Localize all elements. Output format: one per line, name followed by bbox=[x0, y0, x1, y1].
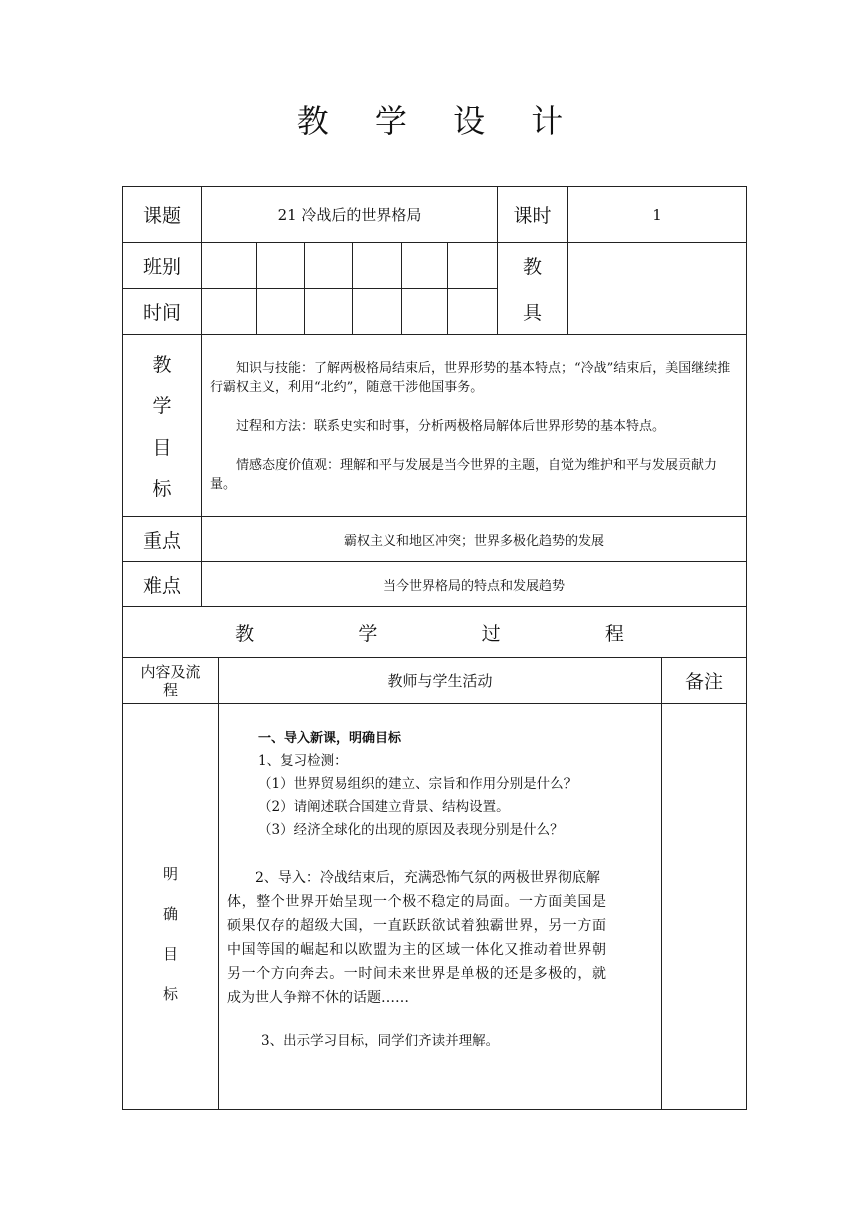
col-flow-header-line-1: 内容及流 bbox=[140, 662, 201, 681]
objectives-label-char-1: 教 bbox=[152, 354, 172, 377]
section1-label-char-2: 确 bbox=[162, 905, 178, 923]
section1-content-cell bbox=[218, 703, 662, 1110]
difficulties-label: 难点 bbox=[142, 574, 181, 597]
intro-line-3: 硕果仅存的超级大国，一直跃跃欲试着独霸世界，另一方面 bbox=[227, 918, 607, 934]
objectives-label-char-3: 目 bbox=[152, 436, 172, 459]
intro-line-4: 中国等国的崛起和以欧盟为主的区域一体化又推动着世界朝 bbox=[227, 942, 607, 958]
time-cell-3 bbox=[304, 288, 353, 335]
intro-line-6: 成为世人争辩不休的话题…… bbox=[227, 990, 409, 1006]
class-cell-4 bbox=[352, 242, 402, 289]
class-label: 班别 bbox=[142, 256, 181, 278]
class-cell-5 bbox=[401, 242, 448, 289]
process-header-char-2: 学 bbox=[358, 622, 378, 645]
learning-goal-line: 3、出示学习目标，同学们齐读并理解。 bbox=[261, 1033, 500, 1049]
key-points-label: 重点 bbox=[142, 529, 181, 552]
time-label-cell bbox=[122, 288, 202, 335]
topic-value-cell bbox=[201, 186, 498, 243]
review-title: 1、复习检测： bbox=[258, 753, 348, 769]
objectives-label-char-4: 标 bbox=[152, 477, 172, 500]
intro-line-5: 另一个方向奔去。一时间未来世界是单极的还是多极的，就 bbox=[227, 966, 607, 982]
col-notes-header bbox=[661, 657, 747, 704]
section1-notes-cell bbox=[661, 703, 747, 1110]
aids-label-char-2: 具 bbox=[522, 301, 542, 324]
class-cell-2 bbox=[256, 242, 305, 289]
time-label: 时间 bbox=[142, 302, 181, 324]
section1-label-cell bbox=[122, 703, 219, 1110]
section1-heading: 一、导入新课，明确目标 bbox=[258, 731, 402, 746]
objective-knowledge: 知识与技能：了解两极格局结束后，世界形势的基本特点；“冷战”结束后，美国继续推行霸权主义，利用“北约”，随意干涉他国事务。 bbox=[210, 361, 731, 395]
time-cell-2 bbox=[256, 288, 305, 335]
difficulties-value: 当今世界格局的特点和发展趋势 bbox=[382, 578, 565, 594]
topic-value: 21 冷战后的世界格局 bbox=[277, 206, 422, 224]
difficulties-label-cell bbox=[122, 561, 202, 607]
topic-label-cell bbox=[122, 186, 202, 243]
intro-line-1: 2、导入：冷战结束后，充满恐怖气氛的两极世界彻底解 bbox=[255, 870, 600, 886]
review-question-2: （2）请阐述联合国建立背景、结构设置。 bbox=[258, 799, 510, 815]
time-cell-6 bbox=[447, 288, 498, 335]
col-notes-header-label: 备注 bbox=[684, 671, 723, 693]
section1-label-char-1: 明 bbox=[162, 865, 178, 883]
page-title: 教 学 设 计 bbox=[296, 102, 582, 140]
objectives-label-char-2: 学 bbox=[152, 395, 172, 418]
topic-label: 课题 bbox=[142, 205, 181, 227]
class-cell-1 bbox=[201, 242, 257, 289]
key-points-value-cell bbox=[201, 516, 747, 562]
intro-line-2: 体，整个世界开始呈现一个极不稳定的局面。一方面美国是 bbox=[227, 894, 607, 910]
class-label-cell bbox=[122, 242, 202, 289]
difficulties-value-cell bbox=[201, 561, 747, 607]
process-header-char-4: 程 bbox=[604, 622, 624, 645]
key-points-value: 霸权主义和地区冲突；世界多极化趋势的发展 bbox=[343, 533, 604, 549]
process-header-char-1: 教 bbox=[235, 622, 255, 645]
objective-emotion: 情感态度价值观：理解和平与发展是当今世界的主题，自觉为维护和平与发展贡献力量。 bbox=[210, 458, 718, 492]
aids-label-char-1: 教 bbox=[522, 256, 542, 279]
time-cell-4 bbox=[352, 288, 402, 335]
review-question-1: （1）世界贸易组织的建立、宗旨和作用分别是什么？ bbox=[258, 776, 578, 792]
section1-label-char-3: 目 bbox=[162, 945, 178, 963]
aids-label-cell bbox=[497, 242, 568, 335]
col-flow-header bbox=[122, 657, 219, 704]
process-header-char-3: 过 bbox=[481, 622, 501, 645]
time-cell-1 bbox=[201, 288, 257, 335]
period-value: 1 bbox=[652, 205, 662, 224]
col-activity-header bbox=[218, 657, 662, 704]
aids-value-cell bbox=[567, 242, 747, 335]
period-label: 课时 bbox=[513, 205, 552, 227]
class-cell-3 bbox=[304, 242, 353, 289]
class-cell-6 bbox=[447, 242, 498, 289]
objective-process: 过程和方法：联系史实和时事，分析两极格局解体后世界形势的基本特点。 bbox=[236, 419, 666, 434]
review-question-3: （3）经济全球化的出现的原因及表现分别是什么？ bbox=[258, 822, 564, 838]
col-flow-header-line-2: 程 bbox=[162, 680, 178, 699]
objectives-label-cell bbox=[122, 334, 202, 517]
process-header bbox=[122, 606, 747, 658]
period-label-cell bbox=[497, 186, 568, 243]
key-points-label-cell bbox=[122, 516, 202, 562]
objectives-content-cell bbox=[201, 334, 747, 517]
time-cell-5 bbox=[401, 288, 448, 335]
col-activity-header-label: 教师与学生活动 bbox=[387, 672, 493, 690]
section1-label-char-4: 标 bbox=[162, 985, 178, 1003]
period-value-cell bbox=[567, 186, 747, 243]
